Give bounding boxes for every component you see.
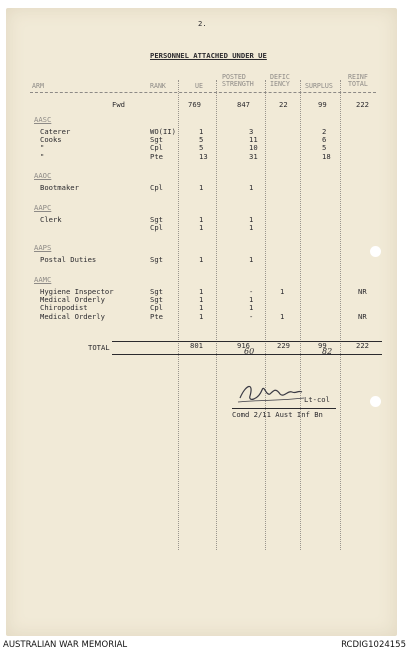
total-ue: 801 bbox=[190, 341, 203, 350]
cell-label: Postal Duties bbox=[40, 255, 97, 264]
punch-hole bbox=[370, 396, 381, 407]
cell-label: " bbox=[40, 151, 45, 161]
cell-posted: 1 bbox=[249, 223, 254, 233]
fwd-deficiency: 22 bbox=[279, 100, 288, 109]
total-deficiency: 229 bbox=[277, 341, 290, 350]
cell-label: Hygiene Inspector bbox=[40, 287, 114, 296]
cell-label: Bootmaker bbox=[40, 183, 79, 192]
cell-ue: 5 bbox=[199, 143, 204, 153]
cell-sur: 5 bbox=[322, 143, 327, 153]
cell-ue: 1 bbox=[199, 295, 204, 305]
column-guide bbox=[300, 80, 301, 550]
total-posted: 916 bbox=[237, 341, 250, 350]
cell-label: Cooks bbox=[40, 135, 62, 145]
cell-label: Medical Orderly bbox=[40, 311, 105, 321]
corps-heading: AAPS bbox=[34, 243, 52, 252]
cell-posted: 1 bbox=[249, 255, 254, 264]
cell-ue: 1 bbox=[199, 303, 204, 313]
column-guide bbox=[178, 80, 179, 550]
cell-rank: Sgt bbox=[150, 287, 163, 296]
cell-label: Medical Orderly bbox=[40, 295, 105, 305]
cell-rank: Pte bbox=[150, 311, 163, 321]
cell-rank: WO(II) bbox=[150, 127, 176, 136]
cell-rank: Cpl bbox=[150, 303, 163, 313]
column-guide bbox=[265, 80, 266, 550]
cell-rank: Cpl bbox=[150, 183, 163, 192]
handwritten-surplus: 82 bbox=[322, 347, 333, 356]
cell-rank: Cpl bbox=[150, 223, 163, 233]
cell-def: 1 bbox=[280, 287, 285, 296]
cell-rank: Sgt bbox=[150, 255, 163, 264]
cell-ue: 1 bbox=[199, 183, 204, 192]
cell-sur: 2 bbox=[322, 127, 327, 136]
corps-heading: AAOC bbox=[34, 171, 52, 180]
fwd-surplus: 99 bbox=[318, 100, 327, 109]
cell-def: 1 bbox=[280, 311, 285, 321]
footer-ref: RCDIG1024155 bbox=[341, 640, 406, 650]
cell-sur: 6 bbox=[322, 135, 327, 145]
cell-label: " bbox=[40, 143, 45, 153]
corps-heading: AASC bbox=[34, 115, 52, 124]
cell-rank: Pte bbox=[150, 151, 163, 161]
cell-label: Clerk bbox=[40, 215, 62, 224]
cell-label: Caterer bbox=[40, 127, 71, 136]
fwd-reinf: 222 bbox=[356, 100, 369, 109]
cell-ue: 1 bbox=[199, 127, 204, 136]
corps-heading: AAPC bbox=[34, 203, 52, 212]
cell-label: Chiropodist bbox=[40, 303, 88, 313]
page-number: 2. bbox=[198, 19, 207, 28]
cell-posted: - bbox=[249, 311, 254, 321]
col-header-posted: POSTED STRENGTH bbox=[222, 73, 254, 88]
column-guide bbox=[340, 80, 341, 550]
cell-posted: 31 bbox=[249, 151, 258, 161]
cell-ue: 1 bbox=[199, 311, 204, 321]
cell-posted: 1 bbox=[249, 183, 254, 192]
cell-posted: 11 bbox=[249, 135, 258, 145]
cell-posted: 1 bbox=[249, 295, 254, 305]
cell-ue: 1 bbox=[199, 287, 204, 296]
page-title: PERSONNEL ATTACHED UNDER UE bbox=[150, 51, 267, 60]
header-divider bbox=[30, 92, 376, 93]
col-header-reinf: REINF TOTAL bbox=[348, 73, 368, 88]
cell-ue: 1 bbox=[199, 223, 204, 233]
cell-rank: Sgt bbox=[150, 135, 163, 145]
document-page bbox=[6, 8, 397, 636]
signature-line bbox=[232, 408, 336, 409]
total-surplus: 99 bbox=[318, 341, 327, 350]
col-header-deficiency: DEFIC IENCY bbox=[270, 73, 290, 88]
punch-hole bbox=[370, 246, 381, 257]
col-header-surplus: SURPLUS bbox=[305, 82, 333, 90]
cell-posted: - bbox=[249, 287, 254, 296]
cell-rank: Sgt bbox=[150, 215, 163, 224]
cell-posted: 1 bbox=[249, 215, 254, 224]
cell-posted: 10 bbox=[249, 143, 258, 153]
signature-rank: Lt-col bbox=[304, 395, 330, 404]
signature-image bbox=[236, 378, 306, 408]
col-header-arm: ARM bbox=[32, 82, 44, 90]
cell-reinf: NR bbox=[358, 311, 367, 321]
handwritten-posted: 60 bbox=[244, 347, 255, 356]
cell-rank: Sgt bbox=[150, 295, 163, 305]
fwd-posted: 847 bbox=[237, 100, 250, 109]
column-guide bbox=[216, 80, 217, 550]
cell-ue: 1 bbox=[199, 215, 204, 224]
col-header-rank: RANK bbox=[150, 82, 166, 90]
cell-ue: 1 bbox=[199, 255, 204, 264]
signature-command: Comd 2/11 Aust Inf Bn bbox=[232, 410, 323, 419]
cell-posted: 3 bbox=[249, 127, 254, 136]
cell-ue: 5 bbox=[199, 135, 204, 145]
cell-sur: 18 bbox=[322, 151, 331, 161]
footer-archive: AUSTRALIAN WAR MEMORIAL bbox=[3, 640, 128, 650]
fwd-ue: 769 bbox=[188, 100, 201, 109]
total-reinf: 222 bbox=[356, 341, 369, 350]
cell-reinf: NR bbox=[358, 287, 367, 296]
fwd-label: Fwd bbox=[112, 100, 125, 109]
cell-ue: 13 bbox=[199, 151, 208, 161]
corps-heading: AAMC bbox=[34, 275, 52, 284]
col-header-ue: UE bbox=[195, 82, 203, 90]
total-label: TOTAL bbox=[88, 343, 110, 352]
cell-rank: Cpl bbox=[150, 143, 163, 153]
cell-posted: 1 bbox=[249, 303, 254, 313]
